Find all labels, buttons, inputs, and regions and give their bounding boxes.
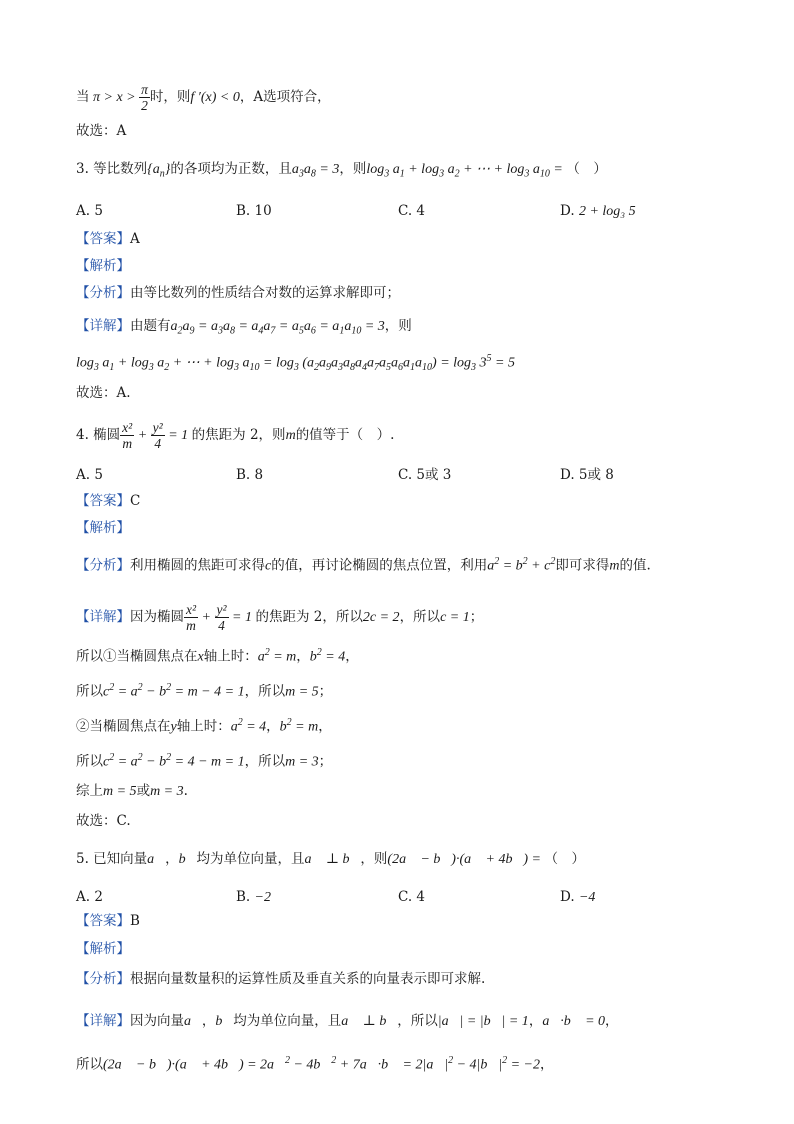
- math-run: +: [134, 428, 151, 443]
- math-run: a: [319, 355, 327, 371]
- math-superscript: 2: [331, 1055, 337, 1066]
- math-run: log: [76, 355, 94, 371]
- math-run: a: [303, 319, 311, 334]
- text-run: .: [183, 783, 188, 799]
- math-run: = b: [499, 558, 523, 574]
- math-run: a: [367, 355, 375, 371]
- math-run: π > x >: [89, 90, 140, 105]
- math-superscript: 2: [137, 752, 143, 763]
- text-run: ，所以: [244, 683, 286, 700]
- math-subscript: 2: [454, 168, 460, 180]
- choice-math: 2 + log₃ 5: [578, 204, 636, 219]
- math-run: = a: [194, 319, 218, 334]
- math-run: = a: [114, 754, 138, 770]
- math-subscript: 9: [189, 325, 195, 337]
- math-run: a: [230, 719, 238, 735]
- math-run: − 4|b⃗|: [453, 1057, 503, 1073]
- text-line-l07: [76, 230, 140, 248]
- math-superscript: 5: [486, 353, 492, 364]
- text-run: ；: [318, 753, 333, 770]
- math-run: − b: [142, 754, 167, 770]
- math-run: = m: [269, 649, 297, 665]
- math-run: a⃗ ⊥ b⃗: [341, 1014, 398, 1029]
- text-line-l11: [76, 350, 515, 377]
- math-run: f ′(x) < 0: [190, 90, 240, 105]
- text-run: ，: [540, 1056, 554, 1073]
- text-run: 即可求得: [555, 557, 610, 574]
- math-fraction: [139, 82, 150, 113]
- choice-label: C. 4: [398, 203, 426, 219]
- math-run: = 4: [242, 719, 267, 735]
- choice-label: A. 5: [76, 467, 103, 483]
- fraction-denominator: 2: [141, 98, 148, 113]
- choice-label: A. 2: [76, 889, 103, 905]
- math-run: c: [265, 558, 272, 574]
- text-line-l25: [76, 749, 332, 772]
- math-run: a⃗·b⃗ = 0: [542, 1014, 606, 1029]
- choice-label: D.: [560, 203, 579, 219]
- text-run: 因为向量: [130, 1013, 184, 1029]
- choice-label: D. 5或 8: [560, 467, 614, 483]
- text-run: ，: [266, 718, 280, 735]
- text-run: ，: [201, 1013, 216, 1029]
- math-superscript: 2: [502, 1055, 508, 1066]
- text-line-l12: [76, 384, 131, 402]
- choice-option-q4-3: [560, 466, 614, 484]
- math-run: a: [487, 558, 495, 574]
- choice-option-q5-2: [398, 888, 425, 906]
- choice-option-q4-2: [398, 466, 451, 484]
- math-subscript: 1: [410, 362, 416, 374]
- text-line-l22: [76, 644, 359, 667]
- text-line-l28: [76, 850, 585, 869]
- math-run: a: [331, 355, 339, 371]
- math-run: (2a⃗ − b⃗)·(a⃗ + 4b⃗) =: [387, 852, 545, 867]
- text-run: C: [130, 493, 141, 509]
- math-subscript: 3: [217, 325, 223, 337]
- math-subscript: 2: [164, 362, 170, 374]
- math-run: a: [257, 649, 265, 665]
- text-line-l08: [76, 257, 130, 275]
- text-run: ，所以: [399, 609, 441, 625]
- text-line-l19: [76, 519, 130, 537]
- math-run: a: [529, 162, 540, 177]
- math-superscript: 2: [494, 556, 500, 567]
- math-superscript: 2: [264, 647, 270, 658]
- text-run: 所以: [76, 753, 103, 770]
- text-run: 时，则: [149, 89, 191, 105]
- text-line-l09: [76, 284, 400, 302]
- math-run: a: [379, 355, 387, 371]
- math-run: + ⋯ + log: [169, 355, 235, 371]
- math-run: log: [366, 162, 385, 177]
- math-run: + log: [404, 162, 440, 177]
- text-run: 的值.: [619, 557, 651, 574]
- math-run: a: [239, 355, 250, 371]
- math-run: + ⋯ + log: [459, 162, 525, 177]
- section-tag: 【分析】: [76, 285, 130, 301]
- math-run: m = 5: [285, 684, 319, 700]
- section-tag: 【分析】: [76, 557, 130, 574]
- math-subscript: 2: [177, 325, 183, 337]
- text-run: 由等比数列的性质结合对数的运算求解即可；: [130, 285, 400, 301]
- math-superscript: 2: [448, 1055, 454, 1066]
- math-superscript: 2: [109, 752, 115, 763]
- text-run: ，所以: [397, 1013, 438, 1029]
- choice-math: −2: [254, 890, 271, 905]
- math-subscript: 5: [386, 362, 392, 374]
- choice-option-q4-1: [236, 466, 263, 484]
- text-run: 3. 等比数列: [76, 161, 148, 177]
- math-run: c: [103, 684, 110, 700]
- text-run: ，: [605, 1013, 619, 1029]
- math-subscript: 3: [298, 168, 304, 180]
- text-run: 的值等于（ ）.: [295, 427, 395, 443]
- math-superscript: 2: [286, 717, 292, 728]
- math-run: = a: [114, 684, 138, 700]
- fraction-denominator: m: [186, 618, 196, 633]
- text-run: ，则: [384, 318, 412, 334]
- math-subscript: 10: [351, 325, 362, 337]
- text-line-l20: [76, 553, 651, 576]
- math-subscript: 3: [384, 168, 390, 180]
- math-run: (a: [298, 355, 315, 371]
- fraction-numerator: x²: [122, 420, 133, 435]
- text-run: A: [130, 231, 140, 247]
- math-subscript: 10: [422, 362, 433, 374]
- choice-math: −4: [578, 890, 596, 905]
- math-run: m: [609, 558, 620, 574]
- math-run: a: [98, 355, 110, 371]
- math-run: = a: [234, 319, 259, 334]
- choice-option-q3-3: [560, 202, 636, 221]
- math-subscript: 3: [524, 168, 530, 180]
- fraction-denominator: 4: [154, 436, 162, 451]
- math-run: = 5: [491, 355, 515, 371]
- text-run: 所以: [76, 1056, 103, 1073]
- math-subscript: 1: [399, 168, 405, 180]
- text-run: ，所以: [244, 753, 286, 770]
- choice-option-q5-3: [560, 888, 595, 907]
- text-line-l26: [76, 782, 188, 801]
- text-line-l21: [76, 602, 483, 633]
- math-run: a: [355, 355, 363, 371]
- text-run: 4. 椭圆: [76, 427, 121, 443]
- math-run: = 4: [321, 649, 346, 665]
- text-line-l23: [76, 679, 332, 702]
- text-line-l37: [76, 1052, 554, 1075]
- math-subscript: 3: [471, 362, 477, 374]
- math-run: − b: [142, 684, 167, 700]
- math-run: = m: [291, 719, 319, 735]
- text-run: ②当椭圆焦点在: [76, 718, 171, 735]
- text-run: ，: [296, 648, 310, 665]
- math-superscript: 2: [284, 1055, 290, 1066]
- text-run: 综上: [76, 783, 103, 799]
- math-superscript: 2: [166, 752, 172, 763]
- math-run: b⃗: [215, 1014, 234, 1029]
- math-run: a: [444, 162, 455, 177]
- math-run: m = 3: [150, 784, 184, 799]
- text-run: 根据向量数量积的运算性质及垂直关系的向量表示即可求解.: [130, 971, 486, 987]
- text-run: 故选：A: [76, 123, 127, 139]
- math-run: a: [403, 355, 411, 371]
- text-line-l24: [76, 714, 332, 737]
- text-run: （ ）: [566, 161, 607, 177]
- section-tag: 【详解】: [76, 1013, 130, 1029]
- math-run: a: [344, 319, 352, 334]
- text-run: ；: [318, 683, 333, 700]
- math-run: {a: [147, 162, 160, 177]
- math-subscript: 8: [350, 362, 356, 374]
- text-run: B: [130, 913, 140, 929]
- math-run: − 4b⃗: [289, 1057, 332, 1073]
- math-subscript: 7: [270, 325, 276, 337]
- text-line-l10: [76, 317, 412, 341]
- math-run: (2a⃗ − b⃗)·(a⃗ + 4b⃗) = 2a⃗: [103, 1057, 285, 1073]
- text-line-l35: [76, 970, 485, 988]
- math-run: a: [389, 162, 400, 177]
- fraction-denominator: m: [122, 436, 133, 451]
- choice-label: B.: [236, 889, 255, 905]
- choice-option-q5-0: [76, 888, 103, 906]
- text-run: 的焦距为 2，所以: [255, 609, 363, 625]
- math-fraction: [120, 420, 134, 451]
- math-subscript: 10: [539, 168, 550, 180]
- math-run: x: [197, 649, 204, 665]
- math-run: a: [263, 319, 271, 334]
- math-run: a: [415, 355, 423, 371]
- math-run: +: [198, 610, 215, 625]
- math-subscript: 10: [249, 362, 260, 374]
- section-tag: 【答案】: [76, 913, 130, 929]
- text-line-l18: [76, 492, 140, 510]
- fraction-numerator: π: [141, 82, 148, 97]
- text-line-l34: [76, 940, 130, 958]
- math-run: a: [291, 162, 299, 177]
- fraction-numerator: y²: [216, 602, 227, 617]
- math-subscript: 6: [398, 362, 404, 374]
- math-subscript: 2: [314, 362, 320, 374]
- section-tag: 【答案】: [76, 231, 130, 247]
- choice-label: C. 5或 3: [398, 467, 452, 483]
- text-line-l13: [76, 420, 394, 451]
- math-subscript: 4: [258, 325, 264, 337]
- text-line-l01: [76, 82, 331, 113]
- text-run: 或: [136, 783, 151, 799]
- math-subscript: 6: [310, 325, 316, 337]
- math-run: + 7a⃗·b⃗ = 2|a⃗|: [336, 1057, 449, 1073]
- math-superscript: 2: [109, 682, 115, 693]
- math-subscript: 3: [293, 362, 299, 374]
- section-tag: 【详解】: [76, 318, 130, 334]
- math-run: a: [303, 162, 311, 177]
- math-fraction: [151, 420, 165, 451]
- math-run: a: [222, 319, 230, 334]
- math-subscript: 3: [93, 362, 99, 374]
- choice-option-q5-1: [236, 888, 271, 907]
- section-tag: 【解析】: [76, 941, 130, 957]
- text-line-l03: [76, 160, 607, 184]
- math-run: }: [164, 162, 171, 177]
- math-fraction: [215, 602, 229, 633]
- math-run: = a: [275, 319, 299, 334]
- section-tag: 【答案】: [76, 493, 130, 509]
- math-run: a: [391, 355, 399, 371]
- math-run: = log: [259, 355, 294, 371]
- math-run: = 1: [164, 428, 192, 443]
- text-run: 所以①当椭圆焦点在: [76, 648, 198, 665]
- choice-label: B. 8: [236, 467, 264, 483]
- math-run: = 1: [228, 610, 256, 625]
- math-run: a: [153, 355, 165, 371]
- text-run: 均为单位向量，且: [196, 851, 305, 867]
- math-subscript: 3: [439, 168, 445, 180]
- text-run: ，则: [339, 161, 367, 177]
- text-run: 的各项均为正数，且: [170, 161, 292, 177]
- math-subscript: 9: [326, 362, 332, 374]
- math-run: b⃗: [178, 852, 197, 867]
- math-superscript: 2: [237, 717, 243, 728]
- text-run: ，: [165, 851, 179, 867]
- choice-label: D.: [560, 889, 579, 905]
- math-subscript: 5: [298, 325, 304, 337]
- math-run: = 3: [315, 162, 340, 177]
- math-subscript: 8: [229, 325, 235, 337]
- math-superscript: 2: [137, 682, 143, 693]
- choice-option-q4-0: [76, 466, 103, 484]
- math-run: y: [170, 719, 177, 735]
- choice-option-q3-0: [76, 202, 103, 220]
- math-run: a: [170, 319, 178, 334]
- text-run: ，: [528, 1013, 543, 1029]
- math-run: = a: [315, 319, 340, 334]
- math-run: a⃗: [147, 852, 166, 867]
- math-run: 2c = 2: [362, 610, 400, 625]
- math-run: =: [549, 162, 567, 177]
- fraction-denominator: 4: [218, 618, 225, 633]
- math-subscript: 4: [362, 362, 368, 374]
- text-run: ，A选项符合，: [239, 89, 331, 105]
- math-fraction: [184, 602, 198, 633]
- text-line-l36: [76, 1012, 619, 1031]
- math-run: a: [343, 355, 351, 371]
- math-subscript: 1: [109, 362, 115, 374]
- text-line-l02: [76, 122, 126, 140]
- math-run: a⃗ ⊥ b⃗: [304, 852, 361, 867]
- section-tag: 【解析】: [76, 258, 130, 274]
- text-run: （ ）: [544, 851, 585, 867]
- section-tag: 【详解】: [76, 609, 130, 625]
- math-subscript: 8: [310, 168, 316, 180]
- text-run: 5. 已知向量: [76, 851, 148, 867]
- section-tag: 【解析】: [76, 520, 130, 536]
- section-tag: 【分析】: [76, 971, 130, 987]
- text-run: ，: [318, 718, 332, 735]
- text-run: 当: [76, 89, 90, 105]
- math-subscript: n: [159, 168, 165, 180]
- math-run: c = 1: [440, 610, 470, 625]
- math-run: b: [279, 719, 287, 735]
- math-superscript: 2: [550, 556, 556, 567]
- text-run: ，: [345, 648, 359, 665]
- math-run: m: [285, 428, 296, 443]
- math-run: b: [309, 649, 317, 665]
- math-run: ) = log: [432, 355, 472, 371]
- choice-label: C. 4: [398, 889, 426, 905]
- math-superscript: 2: [522, 556, 528, 567]
- choice-option-q3-2: [398, 202, 425, 220]
- choice-option-q3-1: [236, 202, 272, 220]
- math-subscript: 7: [374, 362, 380, 374]
- math-run: + c: [527, 558, 551, 574]
- math-run: = −2: [507, 1057, 541, 1073]
- math-superscript: 2: [316, 647, 322, 658]
- fraction-numerator: x²: [186, 602, 197, 617]
- math-run: m = 5: [103, 784, 137, 799]
- math-run: = m − 4 = 1: [171, 684, 245, 700]
- math-run: c: [103, 754, 110, 770]
- math-subscript: 1: [339, 325, 345, 337]
- text-run: 轴上时：: [203, 648, 258, 665]
- choice-label: B. 10: [236, 203, 272, 219]
- text-run: ；: [469, 609, 484, 625]
- math-run: + log: [114, 355, 149, 371]
- text-run: 故选：C.: [76, 813, 131, 829]
- math-run: a: [182, 319, 190, 334]
- text-run: 利用椭圆的焦距可求得: [130, 557, 265, 574]
- text-run: 由题有: [130, 318, 171, 334]
- math-subscript: 3: [148, 362, 154, 374]
- text-run: 所以: [76, 683, 103, 700]
- choice-label: A. 5: [76, 203, 103, 219]
- math-subscript: 3: [338, 362, 344, 374]
- math-run: a⃗: [184, 1014, 202, 1029]
- math-run: = 4 − m = 1: [171, 754, 245, 770]
- math-subscript: 3: [234, 362, 240, 374]
- math-run: |a⃗| = |b⃗| = 1: [437, 1014, 529, 1029]
- text-run: 因为椭圆: [130, 609, 184, 625]
- text-run: ，则: [360, 851, 388, 867]
- text-run: 的焦距为 2，则: [191, 427, 286, 443]
- text-run: 轴上时：: [176, 718, 231, 735]
- fraction-numerator: y²: [152, 420, 163, 435]
- text-run: 均为单位向量，且: [233, 1013, 342, 1029]
- math-superscript: 2: [166, 682, 172, 693]
- text-line-l27: [76, 812, 131, 830]
- text-line-l33: [76, 912, 140, 930]
- math-run: 3: [476, 355, 487, 371]
- text-run: 故选：A.: [76, 385, 131, 401]
- math-run: m = 3: [285, 754, 319, 770]
- math-run: = 3: [361, 319, 385, 334]
- text-run: 的值，再讨论椭圆的焦点位置，利用: [271, 557, 488, 574]
